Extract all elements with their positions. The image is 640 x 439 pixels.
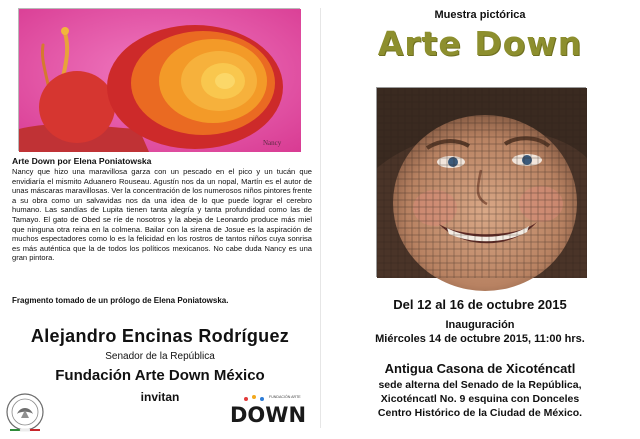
host-name: Alejandro Encinas Rodríguez bbox=[30, 326, 290, 346]
exhibition-dates: Del 12 al 16 de octubre 2015 bbox=[393, 297, 567, 312]
poniatowska-paragraph: Nancy que hizo una maravillosa garza con un pescado en el pico y un tucán que envidiaría el mismito Aduanero Rouseau. Agustín nos da un nopal, Martín es el autor de unas máscaras maravillosas. Ver la concentración de los numerosos niños pintores frente a su obra como un salvavidas nos da una idea de lo que puede lograr el cerebro humano. Las sandías de Lupita tienen tanta alegría y tanta profundidad como las de Tamayo. El gato de Obed se ríe de nosotros y la abeja de Leonardo produce más miel que ninguna otra reina en la colmena. Bailar con la sirena de Josue es la aspiración de muchos espectadores como lo es la felicidad en los rostros de tantos niños cuya sonrisa es más auténtica que la de todos los políticos mexicanos. No cabe duda Nancy es una gran pintora. bbox=[12, 167, 312, 263]
invite-text: invitan bbox=[140, 390, 180, 404]
venue-address-line-2: Xicoténcatl No. 9 esquina con Donceles bbox=[380, 393, 580, 405]
senate-seal-icon bbox=[4, 392, 46, 434]
fragment-note: Fragmento tomado de un prólogo de Elena Poniatowska. bbox=[12, 296, 229, 305]
exhibition-title: Arte Down bbox=[377, 24, 583, 63]
venue-address-line-3: Centro Histórico de la Ciudad de México. bbox=[377, 407, 583, 419]
venue-name: Antigua Casona de Xicoténcatl bbox=[384, 361, 576, 376]
mosaic-portrait-photo bbox=[376, 87, 586, 277]
invitation-right-panel bbox=[320, 0, 640, 436]
paragraph-title: Arte Down por Elena Poniatowska bbox=[12, 156, 152, 166]
logo-small-text: FUNDACIÓN ARTE bbox=[269, 395, 301, 399]
arte-down-logo bbox=[224, 390, 307, 430]
svg-text:Nancy: Nancy bbox=[263, 139, 282, 147]
foundation-name: Fundación Arte Down México bbox=[55, 367, 265, 384]
logo-text: DOWN bbox=[230, 403, 307, 427]
venue-address-line-1: sede alterna del Senado de la República, bbox=[378, 379, 582, 391]
host-role: Senador de la República bbox=[105, 351, 215, 362]
inauguration-date: Miércoles 14 de octubre 2015, 11:00 hrs. bbox=[375, 333, 585, 345]
invitation-left-panel bbox=[0, 0, 320, 436]
inauguration-label: Inauguración bbox=[445, 319, 515, 331]
exhibition-kicker: Muestra pictórica bbox=[434, 9, 526, 21]
snail-painting-image bbox=[18, 8, 300, 151]
